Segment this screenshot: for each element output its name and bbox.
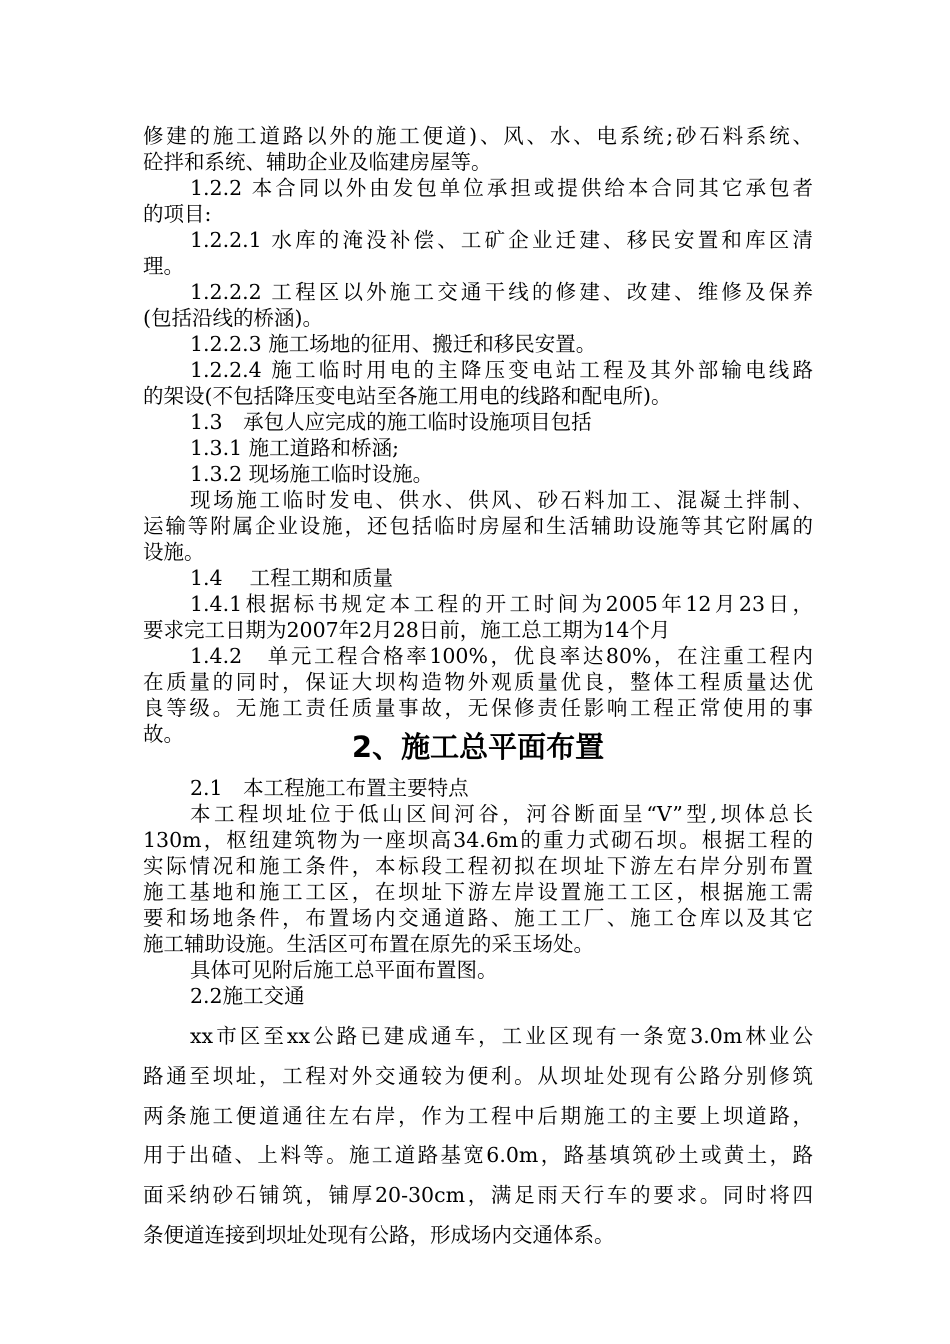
paragraph-line: 130m，枢纽建筑物为一座坝高34.6m的重力式砌石坝。根据工程的 (143, 828, 813, 852)
paragraph-line: 1.4.1根据标书规定本工程的开工时间为2005年12月23日， (190, 592, 813, 616)
section-heading: 2、施工总平面布置 (351, 730, 605, 764)
paragraph-line: 1.3 承包人应完成的施工临时设施项目包括 (190, 410, 592, 434)
paragraph-line: 砼拌和系统、辅助企业及临建房屋等。 (143, 150, 492, 174)
paragraph-line: 1.2.2.1 水库的淹没补偿、工矿企业迁建、移民安置和库区清 (190, 228, 813, 252)
paragraph-line: 的架设(不包括降压变电站至各施工用电的线路和配电所)。 (143, 384, 672, 408)
paragraph-line: 故。 (143, 722, 184, 746)
paragraph-line: 路通至坝址，工程对外交通较为便利。从坝址处现有公路分别修筑 (143, 1064, 813, 1088)
paragraph-line: 2.1 本工程施工布置主要特点 (190, 776, 469, 800)
paragraph-line: 设施。 (143, 540, 205, 564)
paragraph-line: 实际情况和施工条件，本标段工程初拟在坝址下游左右岸分别布置 (143, 854, 813, 878)
paragraph-line: 良等级。无施工责任质量事故，无保修责任影响工程正常使用的事 (143, 696, 813, 720)
paragraph-line: 施工辅助设施。生活区可布置在原先的采玉场处。 (143, 932, 594, 956)
paragraph-line: 1.4.2 单元工程合格率100%，优良率达80%，在注重工程内 (190, 644, 813, 668)
paragraph-line: xx市区至xx公路已建成通车，工业区现有一条宽3.0m林业公 (190, 1024, 813, 1048)
paragraph-line: 1.2.2 本合同以外由发包单位承担或提供给本合同其它承包者 (190, 176, 813, 200)
paragraph-line: 施工基地和施工工区，在坝址下游左岸设置施工工区，根据施工需 (143, 880, 813, 904)
paragraph-line: 条便道连接到坝址处现有公路，形成场内交通体系。 (143, 1223, 615, 1247)
paragraph-line: 用于出碴、上料等。施工道路基宽6.0m，路基填筑砂土或黄土，路 (143, 1143, 813, 1167)
paragraph-line: 修建的施工道路以外的施工便道)、风、水、电系统;砂石料系统、 (143, 124, 813, 148)
paragraph-line: 1.3.1 施工道路和桥涵; (190, 436, 400, 460)
paragraph-line: (包括沿线的桥涵)。 (143, 306, 323, 330)
paragraph-line: 理。 (143, 254, 184, 278)
paragraph-line: 运输等附属企业设施，还包括临时房屋和生活辅助设施等其它附属的 (143, 514, 813, 538)
paragraph-line: 1.2.2.2 工程区以外施工交通干线的修建、改建、维修及保养 (190, 280, 813, 304)
paragraph-line: 1.4 工程工期和质量 (190, 566, 394, 590)
paragraph-line: 具体可见附后施工总平面布置图。 (190, 958, 498, 982)
paragraph-line: 2.2施工交通 (190, 984, 305, 1008)
paragraph-line: 在质量的同时，保证大坝构造物外观质量优良，整体工程质量达优 (143, 670, 813, 694)
paragraph-line: 要和场地条件，布置场内交通道路、施工工厂、施工仓库以及其它 (143, 906, 813, 930)
paragraph-line: 面采纳砂石铺筑，铺厚20-30cm，满足雨天行车的要求。同时将四 (143, 1183, 813, 1207)
paragraph-line: 1.2.2.3 施工场地的征用、搬迁和移民安置。 (190, 332, 597, 356)
paragraph-line: 要求完工日期为2007年2月28日前，施工总工期为14个月 (143, 618, 671, 642)
paragraph-line: 1.3.2 现场施工临时设施。 (190, 462, 434, 486)
paragraph-line: 1.2.2.4 施工临时用电的主降压变电站工程及其外部输电线路 (190, 358, 813, 382)
paragraph-line: 的项目: (143, 202, 212, 226)
paragraph-line: 本工程坝址位于低山区间河谷，河谷断面呈“V”型,坝体总长 (190, 802, 813, 826)
paragraph-line: 两条施工便道通往左右岸，作为工程中后期施工的主要上坝道路， (143, 1104, 813, 1128)
paragraph-line: 现场施工临时发电、供水、供风、砂石料加工、混凝土拌制、 (190, 488, 813, 512)
